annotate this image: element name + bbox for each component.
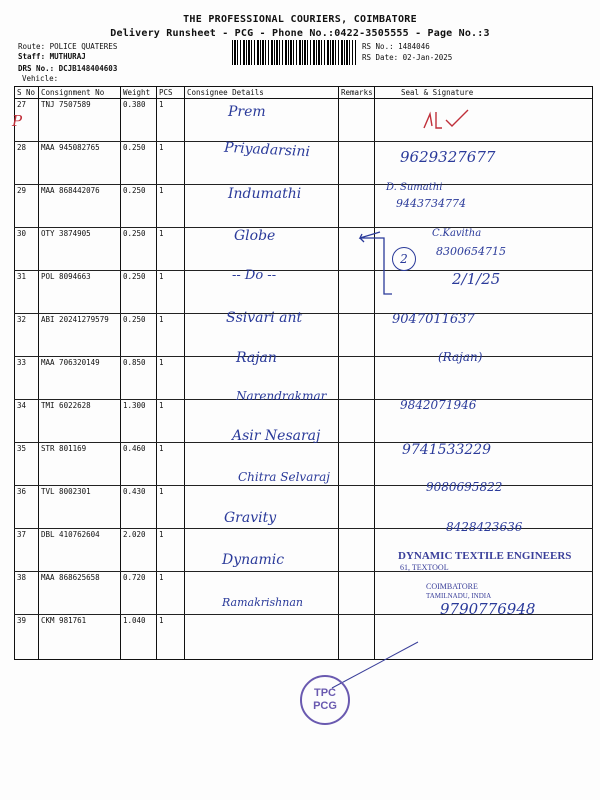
- bracket-arrow: [350, 228, 396, 300]
- cell-weight: 1.040: [121, 615, 157, 660]
- cell-consignment: MAA 945082765: [39, 142, 121, 185]
- cell-sno: 35: [15, 443, 39, 486]
- runsheet-subtitle: Delivery Runsheet - PCG - Phone No.:0422-3505555 - Page No.:3: [110, 28, 490, 39]
- cell-consignment: TVL 8002301: [39, 486, 121, 529]
- cell-sno: 31: [15, 271, 39, 314]
- signature-39: 9790776948: [440, 600, 536, 618]
- cell-signature: [375, 99, 593, 142]
- runsheet-table: [14, 86, 593, 660]
- table-row: [15, 99, 593, 142]
- company-title: THE PROFESSIONAL COURIERS, COIMBATORE: [183, 14, 417, 25]
- cell-remarks: [339, 572, 375, 615]
- cell-remarks: [339, 357, 375, 400]
- cell-consignment: MAA 868442076: [39, 185, 121, 228]
- signature-33: (Rajan): [438, 350, 483, 364]
- rs-date: RS Date: 02-Jan-2025: [362, 53, 453, 62]
- signature-32: 9047011637: [392, 312, 475, 327]
- cell-sno: 27: [15, 99, 39, 142]
- cell-consignment: DBL 410762604: [39, 529, 121, 572]
- signature-37: 8428423636: [446, 520, 523, 534]
- cell-remarks: [339, 314, 375, 357]
- signature-31-date: 2/1/25: [452, 270, 501, 288]
- consignee-hw-30: Globe: [234, 228, 276, 244]
- stamp-company-name: DYNAMIC TEXTILE ENGINEERS: [398, 550, 572, 562]
- circled-mark: 2: [392, 247, 416, 271]
- cell-sno: 34: [15, 400, 39, 443]
- signature-36: 9080695822: [426, 480, 503, 494]
- cell-consignment: MAA 706320149: [39, 357, 121, 400]
- signature-30-phone: 8300654715: [436, 245, 506, 258]
- cell-consignment: MAA 868625658: [39, 572, 121, 615]
- cell-weight: 0.250: [121, 185, 157, 228]
- cell-pcs: 1: [157, 400, 185, 443]
- cell-sno: 32: [15, 314, 39, 357]
- col-weight: Weight: [121, 87, 157, 99]
- cell-sno: 37: [15, 529, 39, 572]
- cell-remarks: [339, 99, 375, 142]
- cell-weight: 0.380: [121, 99, 157, 142]
- cell-weight: 2.020: [121, 529, 157, 572]
- cell-consignment: POL 8094663: [39, 271, 121, 314]
- signature-28: 9629327677: [400, 148, 496, 166]
- signature-29-name: D. Sumathi: [386, 182, 443, 193]
- cell-remarks: [339, 142, 375, 185]
- stamp-address: 61, TEXTOOL: [400, 563, 449, 572]
- stamp-city: COIMBATORE: [426, 582, 478, 591]
- consignee-hw-37: Gravity: [224, 510, 277, 526]
- route-label: Route: POLICE QUATERES: [18, 42, 118, 51]
- drs-number: DRS No.: DCJB148404603: [18, 64, 118, 73]
- cell-pcs: 1: [157, 615, 185, 660]
- col-consignee: Consignee Details: [185, 87, 339, 99]
- cell-pcs: 1: [157, 142, 185, 185]
- consignee-hw-35: Asir Nesaraj: [232, 428, 321, 444]
- cell-sno: 38: [15, 572, 39, 615]
- cell-consignee: [185, 615, 339, 660]
- vehicle-label: Vehicle:: [22, 74, 59, 83]
- consignee-hw-36: Chitra Selvaraj: [238, 470, 330, 484]
- seal-line-2: PCG: [313, 700, 337, 712]
- cell-remarks: [339, 443, 375, 486]
- table-header: [15, 87, 593, 99]
- cell-weight: 0.250: [121, 142, 157, 185]
- cell-weight: 0.250: [121, 314, 157, 357]
- cell-consignment: ABI 20241279579: [39, 314, 121, 357]
- cell-pcs: 1: [157, 443, 185, 486]
- staff-label: Staff: MUTHURAJ: [18, 52, 86, 61]
- cell-sno: 30: [15, 228, 39, 271]
- cell-pcs: 1: [157, 228, 185, 271]
- cell-remarks: [339, 486, 375, 529]
- cell-sno: 28: [15, 142, 39, 185]
- cell-weight: 0.250: [121, 271, 157, 314]
- cell-remarks: [339, 400, 375, 443]
- cell-pcs: 1: [157, 314, 185, 357]
- cell-consignment: STR 801169: [39, 443, 121, 486]
- stamp-state: TAMILNADU, INDIA: [426, 592, 492, 600]
- cell-consignment: TNJ 7507589: [39, 99, 121, 142]
- cell-sno: 29: [15, 185, 39, 228]
- office-seal: [300, 675, 350, 725]
- col-remarks: Remarks: [339, 87, 375, 99]
- cell-weight: 1.300: [121, 400, 157, 443]
- col-pcs: PCS: [157, 87, 185, 99]
- consignee-hw-32: Ssivari ant: [226, 310, 303, 326]
- cell-consignment: OTY 3874905: [39, 228, 121, 271]
- cell-weight: 0.250: [121, 228, 157, 271]
- consignee-hw-39: Ramakrishnan: [222, 596, 303, 609]
- consignee-hw-38: Dynamic: [222, 552, 285, 568]
- consignee-hw-27: Prem: [228, 104, 266, 120]
- consignee-hw-28: Priyadarsini: [223, 139, 311, 161]
- cell-remarks: [339, 529, 375, 572]
- seal-line-1: TPC: [314, 687, 336, 699]
- table-row: [15, 314, 593, 357]
- rs-number: RS No.: 1484046: [362, 42, 430, 51]
- cell-pcs: 1: [157, 185, 185, 228]
- col-sno: S No: [15, 87, 39, 99]
- table-row: [15, 615, 593, 660]
- consignee-hw-29: Indumathi: [228, 186, 302, 202]
- consignee-hw-31: -- Do --: [232, 268, 277, 283]
- red-check-mark: P: [12, 112, 23, 130]
- cell-pcs: 1: [157, 357, 185, 400]
- signature-30-name: C.Kavitha: [432, 228, 482, 239]
- cell-pcs: 1: [157, 529, 185, 572]
- signature-29-phone: 9443734774: [396, 197, 466, 210]
- signature-34: 9842071946: [400, 398, 477, 412]
- table-row: [15, 185, 593, 228]
- cell-pcs: 1: [157, 486, 185, 529]
- col-signature: Seal & Signature: [375, 87, 593, 99]
- cell-pcs: 1: [157, 271, 185, 314]
- cell-sno: 36: [15, 486, 39, 529]
- cell-weight: 0.850: [121, 357, 157, 400]
- cell-pcs: 1: [157, 99, 185, 142]
- cell-remarks: [339, 185, 375, 228]
- cell-sno: 33: [15, 357, 39, 400]
- col-consignment: Consignment No: [39, 87, 121, 99]
- cell-weight: 0.720: [121, 572, 157, 615]
- signature-35: 9741533229: [402, 442, 492, 458]
- cell-sno: 39: [15, 615, 39, 660]
- cell-signature: [375, 357, 593, 400]
- consignee-hw-34: Narendrakmar: [236, 389, 327, 403]
- signature-27-scribble: [420, 106, 476, 132]
- barcode: [232, 40, 356, 65]
- table-row: [15, 271, 593, 314]
- cell-consignment: TMI 6022628: [39, 400, 121, 443]
- consignee-hw-33: Rajan: [236, 350, 277, 366]
- cell-weight: 0.430: [121, 486, 157, 529]
- cell-consignment: CKM 981761: [39, 615, 121, 660]
- cell-weight: 0.460: [121, 443, 157, 486]
- cell-pcs: 1: [157, 572, 185, 615]
